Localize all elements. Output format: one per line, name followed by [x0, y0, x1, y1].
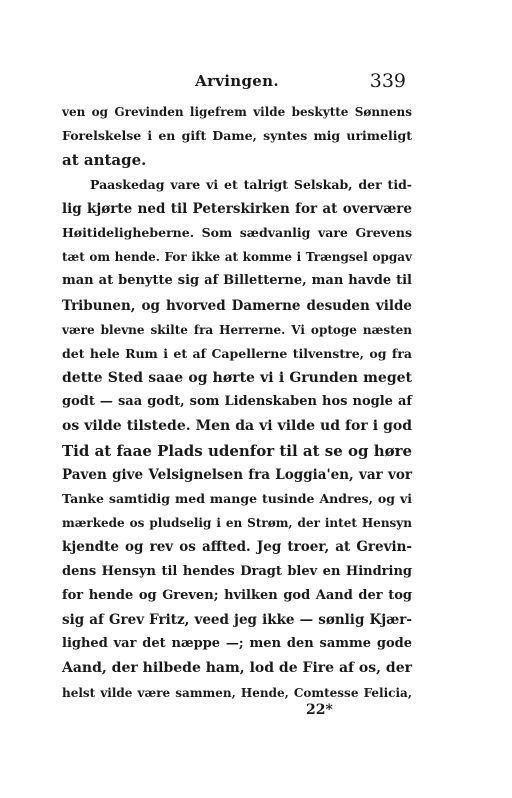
text-line: kjendte og rev os affted. Jeg troer, at Grevin-: [62, 539, 412, 556]
text-line: godt — saa godt, som Lidenskaben hos nogle af: [62, 394, 412, 410]
text-line: Tribunen, og hvorved Damerne desuden vilde: [62, 297, 412, 314]
text-line: at antage.: [62, 151, 147, 170]
text-line: Forelskelse i en gift Dame, syntes mig urimeligt: [62, 128, 412, 144]
text-line: Tanke samtidig med mange tusinde Andres, og vi: [62, 491, 412, 506]
text-line: Paven give Velsignelsen fra Loggia'en, var vor: [62, 466, 412, 483]
text-line: dens Hensyn til hendes Dragt blev en Hindring: [62, 563, 412, 579]
page-number: 339: [369, 70, 406, 92]
text-line: lig kjørte ned til Peterskirken for at overvære: [62, 200, 412, 217]
text-line: os vilde tilstede. Men da vi vilde ud for i god: [62, 418, 412, 435]
running-title: Arvingen.: [195, 72, 279, 90]
text-line: lighed var det næppe —; men den samme gode: [62, 636, 412, 652]
text-line: helst vilde være sammen, Hende, Comtesse Felicia,: [62, 685, 412, 700]
text-line: det hele Rum i et af Capellerne tilvenstre, og fra: [62, 345, 412, 361]
text-line: mærkede os pludselig i en Strøm, der intet Hensyn: [62, 516, 412, 531]
text-line: dette Sted saae og hørte vi i Grunden meget: [62, 370, 412, 387]
text-line: man at benytte sig af Billetterne, man havde til: [62, 273, 412, 289]
text-line: tæt om hende. For ikke at komme i Trængsel opgav: [62, 250, 412, 265]
text-line: for hende og Greven; hvilken god Aand der tog: [62, 587, 412, 603]
text-line: Paaskedag vare vi et talrigt Selskab, der tid-: [90, 176, 412, 192]
running-head: [62, 72, 406, 94]
text-line: Tid at faae Plads udenfor til at se og høre: [62, 441, 413, 460]
signature-mark: 22*: [306, 702, 333, 718]
text-line: ven og Grevinden ligefrem vilde beskytte Sønnens: [62, 105, 412, 119]
text-line: Høitideligheberne. Som sædvanlig vare Grevens: [62, 224, 412, 240]
body-text: [62, 100, 412, 705]
text-line: Aand, der hilbede ham, lod de Fire af os, der: [62, 660, 412, 677]
text-line: være blevne skilte fra Herrerne. Vi optoge næsten: [62, 322, 412, 337]
text-line: sig af Grev Fritz, veed jeg ikke — sønlig Kjær-: [62, 611, 412, 628]
